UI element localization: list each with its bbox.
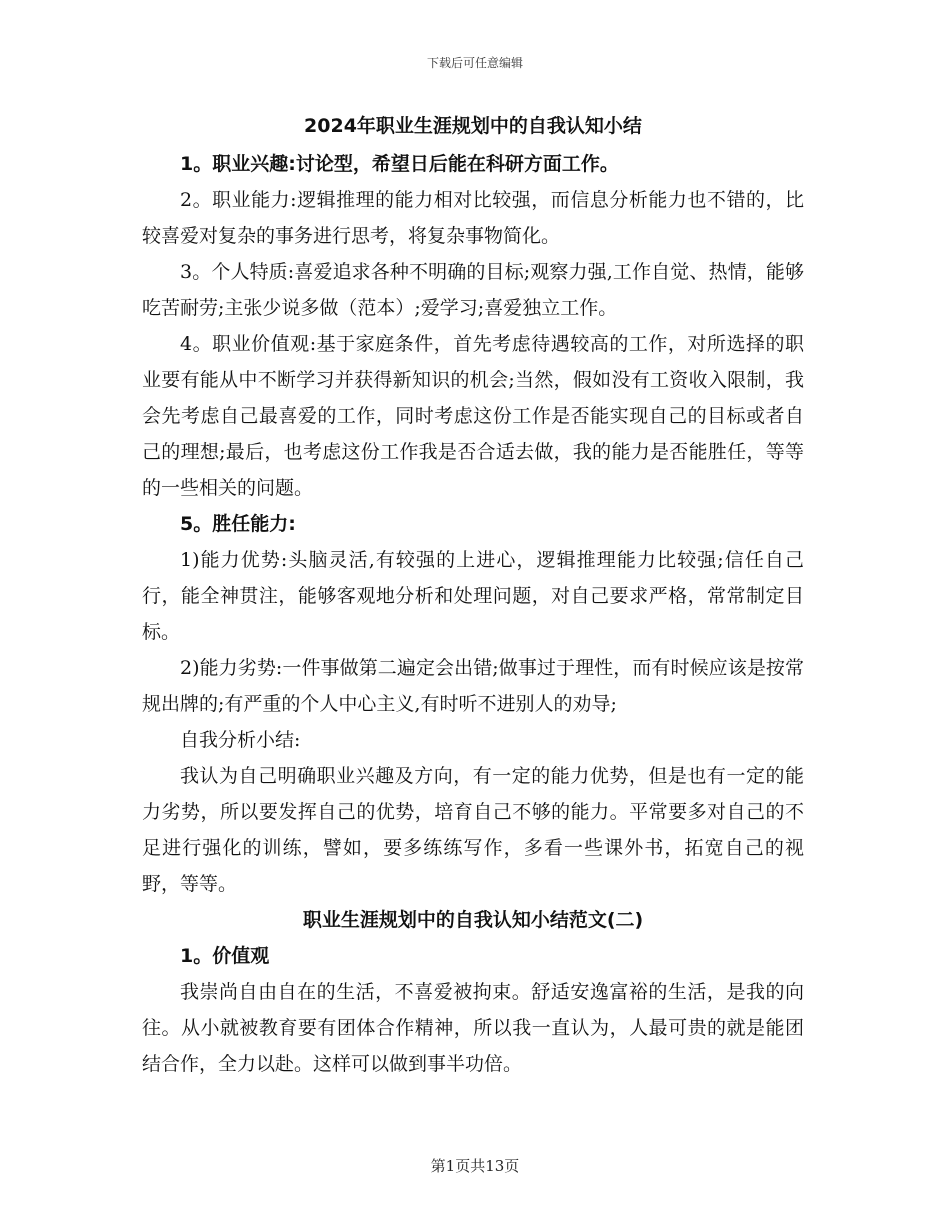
header-note: 下载后可任意编辑 <box>426 56 523 70</box>
paragraph-personal-traits: 3。个人特质:喜爱追求各种不明确的目标;观察力强,工作自觉、热情，能够吃苦耐劳;主张少说多做（范本）;爱学习;喜爱独立工作。 <box>142 261 804 319</box>
paragraph-values: 我崇尚自由自在的生活，不喜爱被拘束。舒适安逸富裕的生活，是我的向往。从小就被教育要有团体合作精神，所以我一直认为，人最可贵的就是能团结合作，全力以赴。这样可以做到事半功倍。 <box>142 981 804 1075</box>
section-values: 1。价值观 <box>180 945 270 967</box>
document-body <box>142 108 804 1082</box>
page-number: 第1页共13页 <box>430 1157 520 1175</box>
section-title-2: 职业生涯规划中的自我认知小结范文(二) <box>302 909 644 931</box>
document-title: 2024年职业生涯规划中的自我认知小结 <box>304 115 642 137</box>
paragraph-career-ability: 2。职业能力:逻辑推理的能力相对比较强，而信息分析能力也不错的，比较喜爱对复杂的事务进行思考，将复杂事物简化。 <box>142 189 804 247</box>
paragraph-summary-label: 自我分析小结: <box>180 729 301 751</box>
paragraph-strengths: 1)能力优势:头脑灵活,有较强的上进心，逻辑推理能力比较强;信任自己行，能全神贯注，能够客观地分析和处理问题，对自己要求严格，常常制定目标。 <box>142 549 804 643</box>
paragraph-weaknesses: 2)能力劣势:一件事做第二遍定会出错;做事过于理性，而有时候应该是按常规出牌的;有严重的个人中心主义,有时听不进别人的劝导; <box>142 657 804 715</box>
section-competence: 5。胜任能力: <box>180 513 296 535</box>
paragraph-career-values: 4。职业价值观:基于家庭条件，首先考虑待遇较高的工作，对所选择的职业要有能从中不断学习并获得新知识的机会;当然，假如没有工资收入限制，我会先考虑自己最喜爱的工作，同时考虑这份工作是否能实现自己的目标或者自己的理想;最后，也考虑这份工作我是否合适去做，我的能力是否能胜任，等等的一些相关的问题。 <box>142 333 804 499</box>
section-career-interest: 1。职业兴趣:讨论型，希望日后能在科研方面工作。 <box>180 153 619 175</box>
paragraph-summary: 我认为自己明确职业兴趣及方向，有一定的能力优势，但是也有一定的能力劣势，所以要发挥自己的优势，培育自己不够的能力。平常要多对自己的不足进行强化的训练，譬如，要多练练写作，多看一些课外书，拓宽自己的视野，等等。 <box>142 765 804 895</box>
